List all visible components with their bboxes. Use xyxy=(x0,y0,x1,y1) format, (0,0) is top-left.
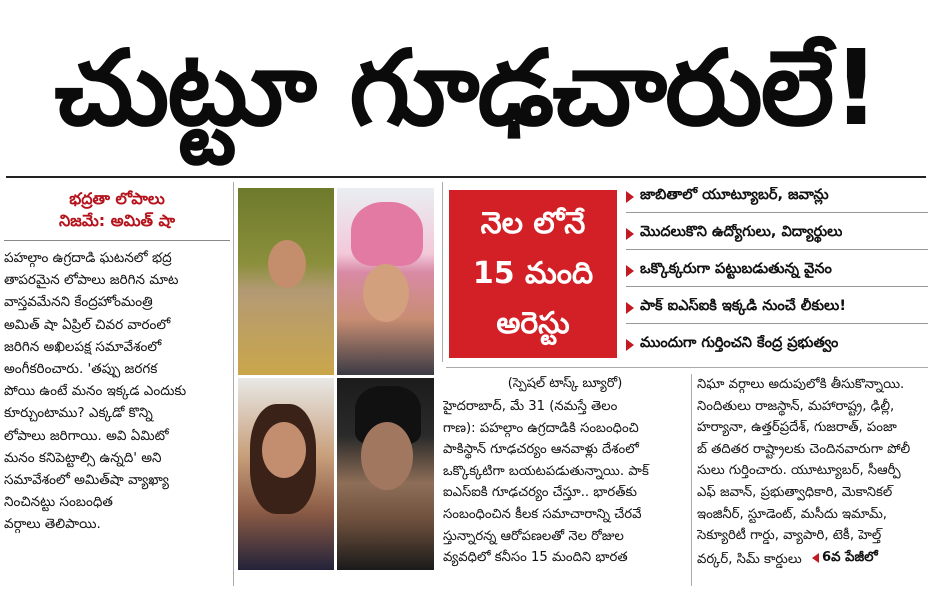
story-line: ఐఎస్ఐకి గూఢచర్యం చేస్తూ.. భారత్‌కు xyxy=(443,485,637,501)
face-shape xyxy=(268,240,306,288)
arrest-box-line1: నెల లోనే xyxy=(480,206,586,241)
column-divider xyxy=(442,182,443,362)
column-divider xyxy=(691,374,692,586)
side-story-heading-line1: భద్రతా లోపాలు xyxy=(69,189,165,208)
side-story-line: జరిగిన అఖిలపక్ష సమావేశంలో xyxy=(4,338,162,355)
arrest-box-line3: అరెస్టు xyxy=(496,306,570,341)
side-story-line: వర్గాలు తెలిపాయి. xyxy=(4,516,101,533)
story-line: హైదరాబాద్, మే 31 (నమస్తే తెలం xyxy=(443,399,618,414)
main-story-body xyxy=(443,396,687,569)
photo-grid xyxy=(238,188,434,570)
main-story-column-2 xyxy=(697,374,929,588)
suspect-photo-woman-headscarf xyxy=(238,188,334,375)
column-divider xyxy=(233,182,234,586)
story-line: ఎఫ్ జవాన్, ప్రభుత్వాధికారి, మెకానికల్ xyxy=(697,484,893,500)
highlight-item xyxy=(626,219,928,250)
story-line: నిఘా వర్గాలు అదుపులోకి తీసుకొన్నాయి. xyxy=(697,377,905,392)
highlight-text: మొదలుకొని ఉద్యోగులు, విద్యార్థులు xyxy=(640,224,843,240)
side-story-heading xyxy=(4,188,230,232)
triangle-bullet-icon xyxy=(626,265,634,277)
side-story-line: సమావేశంలో అమిత్‌షా వ్యాఖ్యా xyxy=(4,472,169,489)
jump-label: 6వ పేజీలో xyxy=(821,549,878,565)
highlights-list xyxy=(626,182,928,366)
face-shape xyxy=(361,422,413,490)
story-line-last xyxy=(697,547,929,570)
story-line: సెక్యూరిటీ గార్డు, వ్యాపారి, టెకీ, హెల్త్ xyxy=(697,528,882,544)
side-story-line: తాపరమైన లోపాలు జరిగిన మాట xyxy=(4,272,179,289)
story-line: స్తున్నారన్న ఆరోపణలతో నెల రోజుల xyxy=(443,528,624,544)
side-story-line: వాస్తవమేనని కేంద్రహోంమంత్రి xyxy=(4,294,153,311)
section-divider xyxy=(446,367,928,368)
suspect-photo-man-turban xyxy=(337,188,434,375)
triangle-bullet-icon xyxy=(626,228,634,240)
continued-on-page-link[interactable] xyxy=(806,547,878,569)
side-story xyxy=(4,182,230,588)
highlight-item xyxy=(626,182,928,213)
story-line: సంబంధించిన కీలక సమాచారాన్ని చేరవే xyxy=(443,506,642,522)
side-story-line: పహల్గాం ఉగ్రదాడి ఘటనలో భద్ర xyxy=(4,250,172,266)
story-line: వ్యవధిలో కనీసం 15 మందిని భారత xyxy=(443,550,628,566)
highlight-item xyxy=(626,256,928,287)
highlight-text: ముందుగా గుర్తించని కేంద్ర ప్రభుత్వం xyxy=(640,335,839,351)
arrest-count-box xyxy=(449,190,617,358)
side-story-line: పోయి ఉంటే మనం ఇక్కడ ఎందుకు xyxy=(4,383,187,400)
story-line: ఇంజినీర్, స్టూడెంట్, మసీదు ఇమామ్, xyxy=(697,506,887,522)
triangle-bullet-icon xyxy=(626,302,634,314)
face-shape xyxy=(262,422,306,478)
highlight-text: ఒక్కొక్కరుగా పట్టుబడుతున్న వైనం xyxy=(640,261,832,277)
story-line: గాణ): పహల్గాం ఉగ్రదాడికి సంబంధించి xyxy=(443,420,639,436)
side-story-line: నించినట్టు సంబంధిత xyxy=(4,494,113,511)
byline: (స్పెషల్ టాస్క్ బ్యూరో) xyxy=(507,376,623,391)
story-line: నిందితులు రాజస్థాన్, మహారాష్ట్ర, ఢిల్లీ, xyxy=(697,398,895,414)
story-line: పాకిస్థాన్ గూఢచర్యం ఆనవాళ్లు దేశంలో xyxy=(443,442,639,458)
side-story-line: అమిత్ షా ఏప్రిల్ చివర వారంలో xyxy=(4,316,171,333)
side-story-line: మనం కనిపెట్టాల్సి ఉన్నది' అని xyxy=(4,449,162,466)
highlight-item xyxy=(626,330,928,360)
highlight-text: పాక్ ఐఎస్ఐకి ఇక్కడి నుంచే లీకులు! xyxy=(640,298,846,314)
side-story-heading-line2: నిజమే: అమిత్ షా xyxy=(58,211,176,230)
side-story-line: అంగీకరించారు. 'తప్పు జరగక xyxy=(4,361,158,378)
side-story-rule xyxy=(4,240,230,241)
story-line: బ్ తదితర రాష్ట్రాలకు చెందినవారుగా పోలీ xyxy=(697,441,911,457)
highlight-item xyxy=(626,293,928,324)
story-line: వర్కర్, సిమ్ కార్డులు xyxy=(697,551,802,567)
headline-divider xyxy=(6,176,926,178)
triangle-bullet-icon xyxy=(626,191,634,203)
side-story-line: లోపాలు జరిగాయి. అవి ఏమిటో xyxy=(4,427,169,444)
side-story-body xyxy=(4,247,230,536)
face-shape xyxy=(363,264,409,322)
story-line: ఒక్కొక్కటిగా బయటపడుతున్నాయి. పాక్ xyxy=(443,463,649,479)
highlight-text: జాబితాలో యూట్యూబర్, జవాన్లు xyxy=(640,187,829,203)
story-line: హర్యానా, ఉత్తర్‌ప్రదేశ్, గుజరాత్, పంజా xyxy=(697,420,897,436)
suspect-photo-man xyxy=(337,378,434,570)
turban-shape xyxy=(351,202,423,266)
suspect-photo-woman xyxy=(238,378,334,570)
arrest-box-line2: 15 మంది xyxy=(472,256,594,291)
story-line: సులు గుర్తించారు. యూట్యూబర్, సీఆర్పీ xyxy=(697,463,901,479)
triangle-bullet-icon xyxy=(626,339,634,351)
arrow-left-icon xyxy=(812,553,819,563)
main-story-column-1 xyxy=(443,374,687,588)
side-story-line: కూర్చుంటాము? ఎక్కడో కొన్ని xyxy=(4,405,153,422)
main-headline: చుట్టూ గూఢచారులే! xyxy=(54,26,878,149)
